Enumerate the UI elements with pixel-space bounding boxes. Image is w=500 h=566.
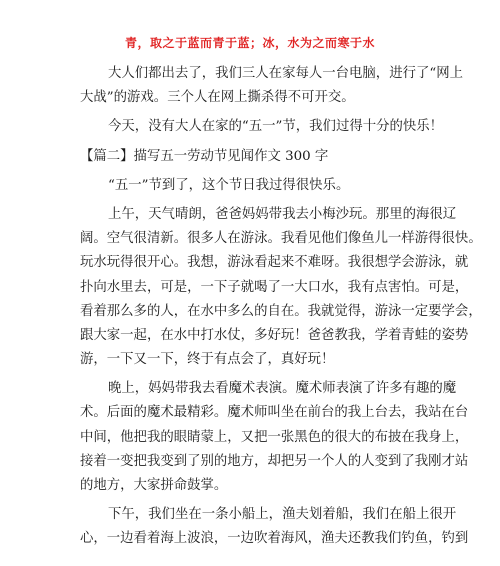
- text-line: 大人们都出去了，我们三人在家每人一台电脑，进行了“网上: [108, 66, 463, 81]
- paragraph: [80, 377, 469, 498]
- text-line: 接着一变把我变到了别的地方，却把另一个人的人变到了我刚才站: [80, 453, 469, 469]
- text-line: 晚上，妈妈带我去看魔术表演。魔术师表演了许多有趣的魔: [108, 381, 457, 397]
- text-line: “五一”节到了，这个节日我过得很快乐。: [108, 177, 350, 193]
- text-line: 看着那么多的人，在水中多么的自在。我就觉得，游泳一定要学会，: [80, 303, 482, 319]
- text-line: 中间，他把我的眼睛蒙上，又把一张黑色的很大的布披在我身上，: [80, 429, 469, 445]
- text-line: 【篇二】描写五一劳动节见闻作文 300 字: [80, 148, 329, 164]
- paragraph: [80, 503, 469, 551]
- text-line: 上午，天气晴朗，爸爸妈妈带我去小梅沙玩。那里的海很辽: [108, 206, 457, 222]
- text-line: 心，一边看着海上波浪，一边吹着海风，渔夫还教我们钓鱼，钓到: [80, 531, 469, 547]
- paragraph: [80, 145, 420, 169]
- paragraph: [80, 174, 420, 198]
- text-line: 术。后面的魔术最精彩。魔术师叫坐在前台的我上台去，我站在台: [80, 405, 469, 421]
- text-line: 阔。空气很清新。很多人在游泳。我看见他们像鱼儿一样游得很快。: [80, 231, 482, 247]
- document-body: [80, 62, 482, 552]
- paragraph: [80, 115, 444, 139]
- header-quote: 青，取之于蓝而青于蓝；冰，水为之而寒于水: [124, 36, 375, 50]
- text-line: 玩水玩得很开心。我想，游泳看起来不难呀。我很想学会游泳，就: [80, 255, 469, 271]
- text-line: 下午，我们坐在一条小船上，渔夫划着船，我们在船上很开: [108, 507, 457, 523]
- text-line: 今天，没有大人在家的“五一”节，我们过得十分的快乐！: [108, 119, 444, 135]
- text-line: 大战”的游戏。三个人在网上撕杀得不可开交。: [80, 90, 355, 106]
- text-line: 游，一下又一下，终于有点会了，真好玩！: [80, 352, 335, 368]
- text-line: 的地方，大家拼命鼓掌。: [80, 478, 228, 493]
- text-line: 跟大家一起，在水中打水仗，多好玩！爸爸教我，学着青蛙的姿势: [80, 327, 469, 343]
- paragraph: [80, 203, 482, 372]
- paragraph: [80, 62, 463, 110]
- text-line: 扑向水里去，可是，一下子就喝了一大口水，我有点害怕。可是，: [80, 279, 469, 295]
